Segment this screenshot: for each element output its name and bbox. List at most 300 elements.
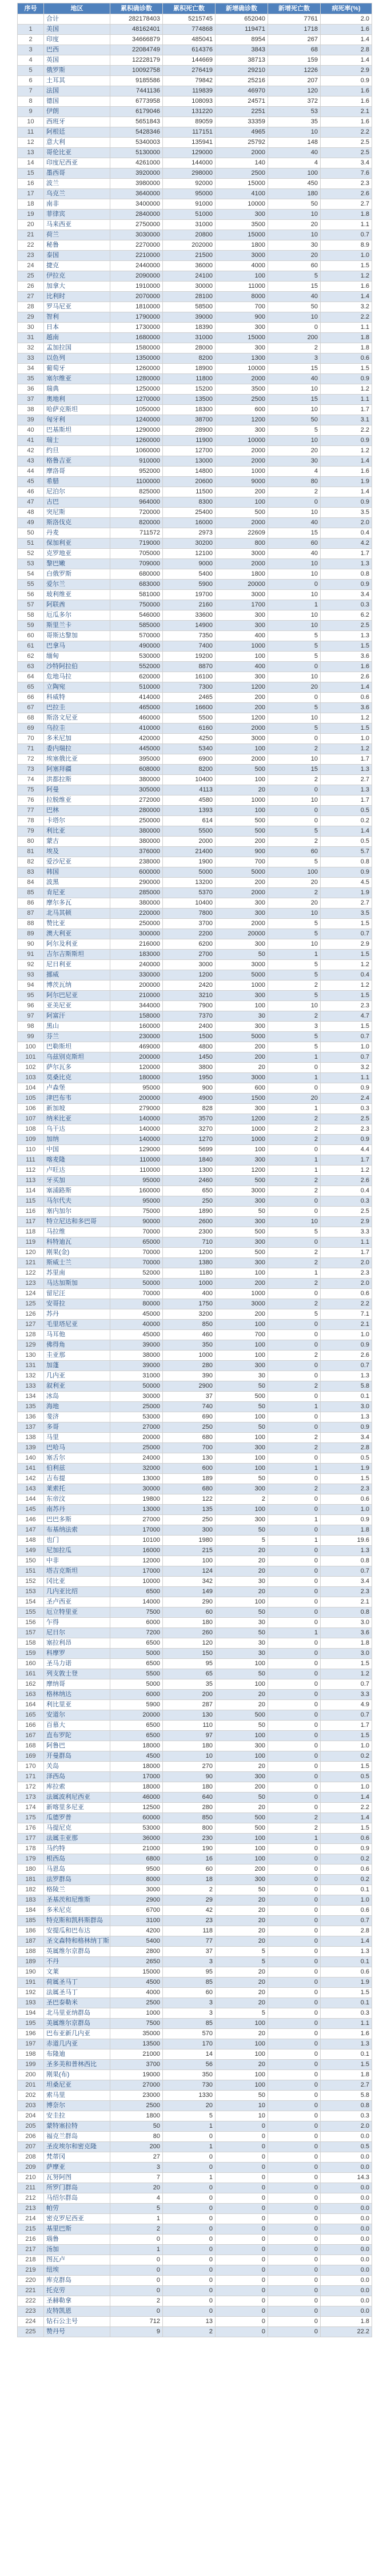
- cell-fatality-rate: 1.9: [321, 888, 372, 898]
- cell-new-deaths: 5: [268, 826, 321, 837]
- cell-total-cases: 80000: [110, 1299, 163, 1309]
- cell-region: 圣文森特和格林纳丁斯: [44, 1936, 110, 1947]
- cell-new-deaths: 40: [268, 374, 321, 384]
- cell-new-cases: 50: [216, 1885, 268, 1895]
- cell-new-deaths: 0: [268, 2235, 321, 2245]
- cell-total-cases: 183000: [110, 950, 163, 960]
- cell-new-deaths: 0: [268, 2142, 321, 2152]
- cell-region: 希腊: [44, 477, 110, 487]
- cell-index: 40: [18, 425, 44, 436]
- cell-total-deaths: 65: [163, 1669, 216, 1679]
- cell-region: 立陶宛: [44, 682, 110, 693]
- cell-new-deaths: 0: [268, 1926, 321, 1936]
- cell-total-deaths: 2460: [163, 1176, 216, 1186]
- cell-new-cases: 5000: [216, 1032, 268, 1042]
- cell-index: 132: [18, 1371, 44, 1381]
- cell-new-deaths: 2: [268, 487, 321, 497]
- cell-total-deaths: 3200: [163, 1309, 216, 1320]
- cell-new-deaths: 0: [268, 1196, 321, 1207]
- cell-total-deaths: 20600: [163, 477, 216, 487]
- table-row: [18, 1114, 372, 1124]
- table-row: [18, 1474, 372, 1484]
- table-row: [18, 518, 372, 528]
- cell-new-cases: 300: [216, 898, 268, 909]
- cell-index: 137: [18, 1422, 44, 1433]
- cell-total-deaths: 280: [163, 1361, 216, 1371]
- cell-total-deaths: 690: [163, 1412, 216, 1422]
- cell-index: 162: [18, 1679, 44, 1690]
- table-row: [18, 1402, 372, 1412]
- cell-new-cases: 20: [216, 1546, 268, 1556]
- cell-fatality-rate: 1.8: [321, 2317, 372, 2327]
- cell-new-deaths: 0: [268, 1803, 321, 1813]
- table-row: [18, 662, 372, 672]
- cell-new-deaths: 0: [268, 2029, 321, 2039]
- cell-total-cases: 7441136: [110, 86, 163, 97]
- cell-new-cases: 200: [216, 1309, 268, 1320]
- cell-fatality-rate: 1.5: [321, 724, 372, 734]
- table-row: [18, 477, 372, 487]
- table-row: [18, 1577, 372, 1587]
- cell-total-deaths: 0: [163, 2152, 216, 2163]
- cell-total-cases: 39000: [110, 1361, 163, 1371]
- cell-new-deaths: 200: [268, 333, 321, 343]
- cell-new-deaths: 1: [268, 1166, 321, 1176]
- cell-region: 拉脱维亚: [44, 795, 110, 806]
- cell-region: 黎巴嫩: [44, 559, 110, 569]
- cell-new-deaths: 20: [268, 1094, 321, 1104]
- cell-total-deaths: 20: [163, 2101, 216, 2111]
- cell-region: 圣巴泰勒米: [44, 1998, 110, 2008]
- table-row: [18, 1875, 372, 1885]
- cell-region: 关岛: [44, 1762, 110, 1772]
- cell-index: 5: [18, 66, 44, 76]
- cell-fatality-rate: 0.0: [321, 2132, 372, 2142]
- cell-new-deaths: 50: [268, 415, 321, 425]
- table-row: [18, 621, 372, 631]
- cell-fatality-rate: 0.9: [321, 1135, 372, 1145]
- table-row: [18, 14, 372, 25]
- cell-new-deaths: 5: [268, 703, 321, 713]
- cell-fatality-rate: 1.6: [321, 117, 372, 127]
- cell-total-cases: 3640000: [110, 189, 163, 199]
- cell-index: 168: [18, 1741, 44, 1751]
- cell-index: 100: [18, 1042, 44, 1052]
- cell-total-deaths: 95: [163, 1967, 216, 1978]
- cell-region: 古巴: [44, 497, 110, 508]
- cell-region: 开曼群岛: [44, 1751, 110, 1762]
- cell-index: 196: [18, 2029, 44, 2039]
- cell-new-deaths: 0: [268, 1690, 321, 1700]
- cell-new-cases: 100: [216, 1731, 268, 1741]
- cell-index: 176: [18, 1823, 44, 1834]
- cell-new-deaths: 0: [268, 1361, 321, 1371]
- cell-index: 33: [18, 353, 44, 364]
- cell-index: 180: [18, 1864, 44, 1875]
- cell-total-deaths: 230: [163, 1834, 216, 1844]
- table-row: [18, 2183, 372, 2193]
- cell-total-deaths: 16000: [163, 518, 216, 528]
- table-row: [18, 2296, 372, 2306]
- cell-total-deaths: 12700: [163, 446, 216, 456]
- cell-new-deaths: 0: [268, 2204, 321, 2214]
- cell-total-cases: 5000: [110, 1649, 163, 1659]
- cell-fatality-rate: 2.7: [321, 199, 372, 210]
- cell-region: 巴巴多斯: [44, 1515, 110, 1525]
- cell-fatality-rate: 1.7: [321, 795, 372, 806]
- cell-index: 84: [18, 878, 44, 888]
- table-row: [18, 785, 372, 795]
- cell-new-cases: 1000: [216, 1135, 268, 1145]
- cell-new-cases: 100: [216, 1268, 268, 1279]
- cell-fatality-rate: 0.9: [321, 1083, 372, 1094]
- cell-index: 143: [18, 1484, 44, 1494]
- cell-new-deaths: 15: [268, 364, 321, 374]
- cell-index: 181: [18, 1875, 44, 1885]
- cell-region: 北马里亚纳群岛: [44, 2008, 110, 2019]
- table-row: [18, 590, 372, 600]
- cell-region: 白俄罗斯: [44, 569, 110, 580]
- cell-new-cases: 100: [216, 744, 268, 754]
- cell-new-deaths: 10: [268, 127, 321, 138]
- cell-region: 美属维尔京群岛: [44, 2019, 110, 2029]
- cell-fatality-rate: 3.3: [321, 1690, 372, 1700]
- table-row: [18, 2029, 372, 2039]
- cell-region: 瓜德罗普: [44, 1813, 110, 1823]
- cell-index: 118: [18, 1227, 44, 1237]
- cell-index: 1: [18, 25, 44, 35]
- cell-new-cases: 0: [216, 2306, 268, 2317]
- cell-new-cases: 22609: [216, 528, 268, 538]
- cell-region: 科特迪瓦: [44, 1237, 110, 1248]
- cell-index: 219: [18, 2265, 44, 2276]
- cell-region: 新喀里多尼亚: [44, 1803, 110, 1813]
- cell-new-cases: 300: [216, 1196, 268, 1207]
- cell-total-deaths: 4250: [163, 734, 216, 744]
- cell-fatality-rate: 0.0: [321, 2152, 372, 2163]
- cell-region: 合计: [44, 14, 110, 25]
- table-row: [18, 806, 372, 816]
- cell-total-cases: 17000: [110, 1566, 163, 1577]
- cell-region: 塞内加尔: [44, 1207, 110, 1217]
- table-row: [18, 107, 372, 117]
- cell-new-cases: 100: [216, 1453, 268, 1464]
- cell-fatality-rate: 2.7: [321, 2080, 372, 2091]
- cell-new-deaths: 1: [268, 1155, 321, 1166]
- table-row: [18, 1001, 372, 1011]
- cell-new-deaths: 10: [268, 795, 321, 806]
- cell-fatality-rate: 2.3: [321, 1587, 372, 1597]
- table-row: [18, 950, 372, 960]
- cell-index: 58: [18, 610, 44, 621]
- cell-fatality-rate: 1.1: [321, 1073, 372, 1083]
- cell-fatality-rate: 0.8: [321, 2101, 372, 2111]
- cell-total-cases: 750000: [110, 600, 163, 610]
- cell-index: 139: [18, 1443, 44, 1453]
- cell-new-deaths: 30: [268, 240, 321, 251]
- cell-fatality-rate: 0.2: [321, 1751, 372, 1762]
- cell-new-cases: 500: [216, 1176, 268, 1186]
- cell-new-cases: 500: [216, 508, 268, 518]
- cell-index: 109: [18, 1135, 44, 1145]
- cell-total-deaths: 0: [163, 2193, 216, 2204]
- cell-fatality-rate: 3.0: [321, 1618, 372, 1628]
- cell-total-deaths: 400: [163, 1289, 216, 1299]
- cell-fatality-rate: 2.5: [321, 148, 372, 158]
- cell-total-cases: 6773958: [110, 97, 163, 107]
- cell-new-deaths: 0: [268, 1679, 321, 1690]
- header-new-cases: 新增确诊数: [216, 3, 268, 14]
- cell-new-cases: 100: [216, 1834, 268, 1844]
- cell-index: 136: [18, 1412, 44, 1422]
- cell-total-cases: 0: [110, 2265, 163, 2276]
- cell-new-deaths: 2: [268, 1433, 321, 1443]
- table-row: [18, 127, 372, 138]
- cell-total-cases: 24000: [110, 1453, 163, 1464]
- cell-region: 斯里兰卡: [44, 621, 110, 631]
- table-row: [18, 1176, 372, 1186]
- cell-new-deaths: 1: [268, 1402, 321, 1412]
- header-total-cases: 累积确诊数: [110, 3, 163, 14]
- cell-fatality-rate: 0.2: [321, 1875, 372, 1885]
- cell-total-cases: 32000: [110, 1464, 163, 1474]
- cell-new-deaths: 50: [268, 302, 321, 312]
- cell-index: 97: [18, 1011, 44, 1022]
- cell-region: 斯洛伐克: [44, 518, 110, 528]
- cell-total-deaths: 250: [163, 1196, 216, 1207]
- cell-new-cases: 1800: [216, 240, 268, 251]
- cell-fatality-rate: 1.9: [321, 1464, 372, 1474]
- cell-index: 138: [18, 1433, 44, 1443]
- cell-new-cases: 20: [216, 1895, 268, 1906]
- cell-fatality-rate: 1.5: [321, 1762, 372, 1772]
- cell-total-deaths: 135: [163, 1505, 216, 1515]
- cell-fatality-rate: 1.6: [321, 25, 372, 35]
- cell-index: 87: [18, 909, 44, 919]
- cell-fatality-rate: 1.7: [321, 405, 372, 415]
- table-row: [18, 2265, 372, 2276]
- cell-total-deaths: 0: [163, 2204, 216, 2214]
- cell-total-deaths: 4580: [163, 795, 216, 806]
- cell-index: 38: [18, 405, 44, 415]
- cell-region: 伊拉克: [44, 271, 110, 282]
- cell-total-cases: 585000: [110, 621, 163, 631]
- cell-fatality-rate: 0.7: [321, 1679, 372, 1690]
- cell-total-cases: 36000: [110, 1834, 163, 1844]
- cell-total-cases: 7500: [110, 2019, 163, 2029]
- cell-new-deaths: 0: [268, 2008, 321, 2019]
- cell-total-cases: 10000: [110, 1577, 163, 1587]
- table-row: [18, 323, 372, 333]
- cell-total-deaths: 100: [163, 1556, 216, 1566]
- cell-new-deaths: 5: [268, 1042, 321, 1052]
- cell-total-cases: 570000: [110, 631, 163, 641]
- cell-index: 112: [18, 1166, 44, 1176]
- table-row: [18, 1248, 372, 1258]
- table-row: [18, 1751, 372, 1762]
- cell-new-deaths: 0: [268, 662, 321, 672]
- cell-index: 103: [18, 1073, 44, 1083]
- cell-total-cases: 110000: [110, 1166, 163, 1176]
- cell-fatality-rate: 0.0: [321, 2193, 372, 2204]
- cell-region: 塞拉利昂: [44, 1638, 110, 1649]
- cell-total-deaths: 189: [163, 1474, 216, 1484]
- cell-new-cases: 0: [216, 2121, 268, 2132]
- cell-total-cases: 53000: [110, 1823, 163, 1834]
- cell-total-deaths: 11900: [163, 436, 216, 446]
- cell-total-cases: 7200: [110, 1628, 163, 1638]
- cell-fatality-rate: 3.0: [321, 1649, 372, 1659]
- cell-new-cases: 300: [216, 425, 268, 436]
- cell-total-deaths: 144000: [163, 158, 216, 168]
- cell-index: 213: [18, 2204, 44, 2214]
- cell-total-cases: 1290000: [110, 425, 163, 436]
- cell-new-cases: 50: [216, 950, 268, 960]
- cell-total-deaths: 11800: [163, 374, 216, 384]
- cell-region: 俄罗斯: [44, 66, 110, 76]
- cell-total-cases: 220000: [110, 909, 163, 919]
- cell-new-cases: 100: [216, 2049, 268, 2060]
- cell-new-cases: 2000: [216, 754, 268, 765]
- cell-total-deaths: 6160: [163, 724, 216, 734]
- cell-region: 斐济: [44, 1412, 110, 1422]
- cell-total-deaths: 850: [163, 1813, 216, 1823]
- cell-region: 芬兰: [44, 1032, 110, 1042]
- cell-total-cases: 552000: [110, 662, 163, 672]
- cell-region: 巴布亚新几内亚: [44, 2029, 110, 2039]
- cell-region: 厄立特里亚: [44, 1608, 110, 1618]
- cell-index: 194: [18, 2008, 44, 2019]
- cell-total-cases: 18000: [110, 1741, 163, 1751]
- cell-index: 102: [18, 1063, 44, 1073]
- cell-total-deaths: 0: [163, 2224, 216, 2235]
- cell-fatality-rate: 1.5: [321, 1823, 372, 1834]
- cell-index: 7: [18, 86, 44, 97]
- cell-total-deaths: 10400: [163, 775, 216, 785]
- cell-new-cases: 1000: [216, 980, 268, 991]
- cell-new-cases: 0: [216, 2245, 268, 2255]
- cell-new-deaths: 10: [268, 312, 321, 323]
- cell-region: 巴哈马: [44, 1443, 110, 1453]
- cell-total-deaths: 0: [163, 2235, 216, 2245]
- table-row: [18, 2224, 372, 2235]
- cell-total-deaths: 5699: [163, 1145, 216, 1155]
- cell-total-deaths: 7400: [163, 641, 216, 652]
- cell-index: 117: [18, 1217, 44, 1227]
- cell-fatality-rate: 0.9: [321, 1422, 372, 1433]
- cell-new-cases: 200: [216, 878, 268, 888]
- cell-new-deaths: 0: [268, 1638, 321, 1649]
- cell-total-deaths: 42: [163, 1906, 216, 1916]
- cell-total-cases: 2800: [110, 1947, 163, 1957]
- cell-new-cases: 20: [216, 1690, 268, 1700]
- cell-total-deaths: 2420: [163, 980, 216, 991]
- cell-new-cases: 119471: [216, 25, 268, 35]
- cell-new-deaths: 0: [268, 1782, 321, 1793]
- cell-index: 53: [18, 559, 44, 569]
- cell-fatality-rate: 2.9: [321, 66, 372, 76]
- cell-new-deaths: 0: [268, 785, 321, 795]
- cell-index: 16: [18, 179, 44, 189]
- table-row: [18, 210, 372, 220]
- cell-total-cases: 90000: [110, 1217, 163, 1227]
- cell-region: 巴拉圭: [44, 703, 110, 713]
- cell-region: 阿富汗: [44, 1011, 110, 1022]
- cell-total-deaths: 13000: [163, 456, 216, 467]
- cell-fatality-rate: 1.8: [321, 343, 372, 353]
- cell-total-deaths: 31000: [163, 333, 216, 343]
- cell-index: 14: [18, 158, 44, 168]
- cell-new-deaths: 2: [268, 1279, 321, 1289]
- cell-total-deaths: 37: [163, 1392, 216, 1402]
- cell-fatality-rate: 0.5: [321, 837, 372, 847]
- cell-new-deaths: 0: [268, 693, 321, 703]
- table-row: [18, 199, 372, 210]
- cell-region: 土耳其: [44, 76, 110, 86]
- cell-index: 79: [18, 826, 44, 837]
- cell-index: 72: [18, 754, 44, 765]
- cell-new-cases: 20: [216, 1556, 268, 1566]
- cell-new-cases: 9000: [216, 477, 268, 487]
- cell-total-cases: 1100000: [110, 477, 163, 487]
- cell-total-cases: 6700: [110, 1906, 163, 1916]
- cell-region: 阿根廷: [44, 127, 110, 138]
- table-row: [18, 508, 372, 518]
- cell-new-cases: 300: [216, 610, 268, 621]
- table-row: [18, 528, 372, 538]
- cell-total-cases: 4500: [110, 1978, 163, 1988]
- cell-new-cases: 0: [216, 2255, 268, 2265]
- cell-total-cases: 4261000: [110, 158, 163, 168]
- cell-index: 160: [18, 1659, 44, 1669]
- cell-index: 74: [18, 775, 44, 785]
- table-row: [18, 765, 372, 775]
- cell-total-deaths: 16600: [163, 703, 216, 713]
- cell-total-cases: 2650: [110, 1957, 163, 1967]
- cell-total-deaths: 1: [163, 2142, 216, 2152]
- cell-region: 图瓦卢: [44, 2255, 110, 2265]
- cell-new-cases: 1000: [216, 1289, 268, 1299]
- table-row: [18, 2255, 372, 2265]
- cell-new-cases: 3000: [216, 734, 268, 744]
- cell-new-cases: 2000: [216, 148, 268, 158]
- cell-region: 摩洛哥: [44, 467, 110, 477]
- cell-total-cases: 1260000: [110, 436, 163, 446]
- cell-total-deaths: 95: [163, 1659, 216, 1669]
- cell-new-deaths: 4: [268, 158, 321, 168]
- cell-index: 129: [18, 1340, 44, 1351]
- cell-total-cases: 5000: [110, 1679, 163, 1690]
- cell-index: 205: [18, 2121, 44, 2132]
- cell-total-cases: 4: [110, 2193, 163, 2204]
- table-row: [18, 1854, 372, 1864]
- cell-fatality-rate: 2.8: [321, 1926, 372, 1936]
- cell-total-cases: 95000: [110, 1196, 163, 1207]
- cell-new-deaths: 0: [268, 1751, 321, 1762]
- cell-index: 130: [18, 1351, 44, 1361]
- cell-index: 126: [18, 1309, 44, 1320]
- cell-fatality-rate: 3.4: [321, 158, 372, 168]
- cell-fatality-rate: 1.5: [321, 641, 372, 652]
- cell-total-cases: 280000: [110, 806, 163, 816]
- cell-total-deaths: 24100: [163, 271, 216, 282]
- table-row: [18, 1135, 372, 1145]
- cell-index: 166: [18, 1721, 44, 1731]
- cell-region: 玻利维亚: [44, 590, 110, 600]
- cell-region: 格陵兰: [44, 1885, 110, 1895]
- cell-index: 111: [18, 1155, 44, 1166]
- cell-new-deaths: 10: [268, 713, 321, 724]
